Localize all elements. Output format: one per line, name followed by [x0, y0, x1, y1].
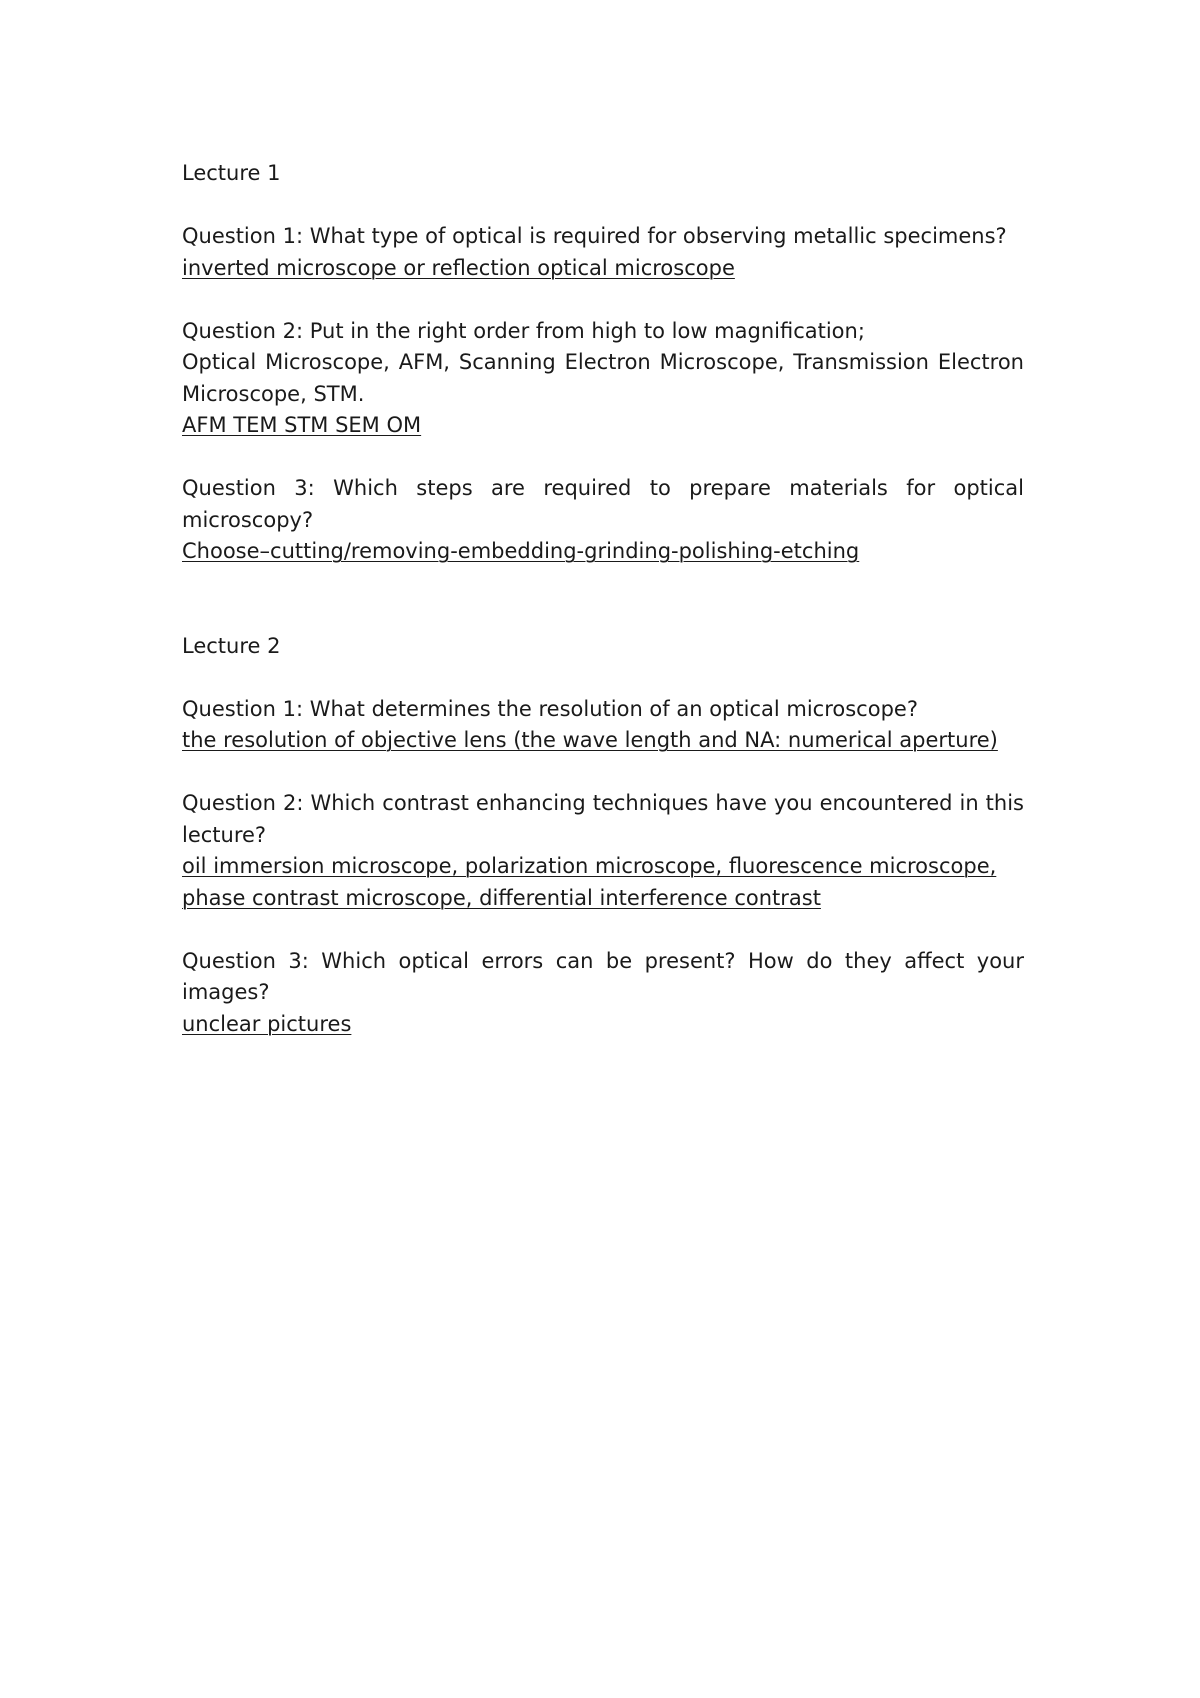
question-text: Question 3: Which optical errors can be present? How do they affect your images?	[182, 948, 1024, 1004]
question-text: Question 1: What type of optical is required for observing metallic specimens?	[182, 224, 1007, 248]
answer-text: Choose–cutting/removing-embedding-grinding-polishing-etching	[182, 539, 860, 563]
question-block	[182, 788, 1024, 914]
question-text: Question 2: Put in the right order from high to low magnification;	[182, 318, 865, 343]
question-block	[182, 316, 1024, 442]
answer-text: AFM TEM STM SEM OM	[182, 413, 422, 437]
question-block	[182, 694, 1024, 757]
lecture-title: Lecture 2	[182, 633, 281, 658]
question-block	[182, 473, 1024, 568]
question-text: Question 3: Which steps are required to prepare materials for optical microscopy?	[182, 476, 1024, 532]
question-options-text: Optical Microscope, AFM, Scanning Electron Microscope, Transmission Electron Microscope, STM.	[182, 350, 1024, 406]
question-text: Question 2: Which contrast enhancing techniques have you encountered in this lecture?	[182, 791, 1024, 847]
question-block	[182, 221, 1024, 284]
answer-text: unclear pictures	[182, 1011, 352, 1036]
question-block	[182, 946, 1024, 1041]
lecture-2-section	[182, 631, 1024, 1041]
answer-text: oil immersion microscope, polarization microscope, fluorescence microscope, phase contrast microscope, differential interference contrast	[182, 854, 997, 910]
section-spacer	[182, 599, 1024, 631]
lecture-title: Lecture 1	[182, 161, 281, 185]
lecture-1-section	[182, 158, 1024, 568]
question-text: Question 1: What determines the resolution of an optical microscope?	[182, 696, 918, 721]
answer-text: inverted microscope or reflection optical microscope	[182, 255, 735, 280]
answer-text: the resolution of objective lens (the wave length and NA: numerical aperture)	[182, 728, 998, 752]
document-page	[182, 158, 1024, 1072]
